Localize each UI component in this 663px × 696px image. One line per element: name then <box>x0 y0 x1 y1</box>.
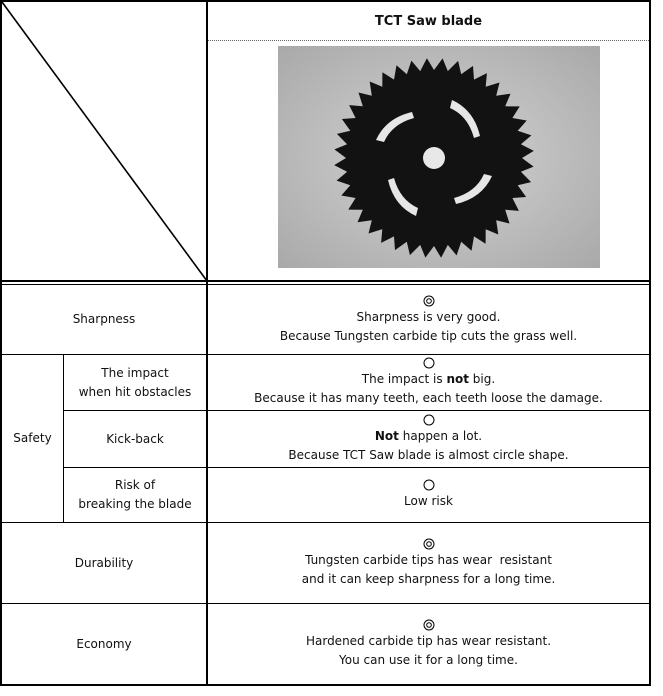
row-label-impact <box>64 355 206 410</box>
impact-text-2: Because it has many teeth, each teeth loose the damage. <box>254 391 603 405</box>
corner-diagonal <box>0 0 208 282</box>
saw-blade-image <box>278 46 600 268</box>
economy-text-1: Hardened carbide tip has wear resistant. <box>305 633 552 648</box>
impact-label-1: The impact <box>101 365 169 380</box>
breaking-label-1: Risk of <box>114 478 156 492</box>
double-circle-icon <box>423 619 435 631</box>
circle-icon <box>423 357 435 369</box>
impact-label-2: when hit obstacles <box>78 384 192 399</box>
durability-cell <box>208 523 649 603</box>
title-dotted-line <box>208 40 649 41</box>
row-label-sharpness: Sharpness <box>72 312 136 326</box>
arbor-hole <box>423 147 445 169</box>
breaking-text-1: Low risk <box>404 494 453 508</box>
sharpness-text-2: Because Tungsten carbide tip cuts the grass well. <box>279 328 578 343</box>
circle-icon <box>423 414 435 426</box>
table-border-bottom <box>0 684 651 686</box>
circle-icon <box>423 479 435 491</box>
sharpness-text-1: Sharpness is very good. <box>356 309 501 324</box>
breaking-label-2: breaking the blade <box>78 497 192 511</box>
row-label-safety: Safety <box>13 431 52 445</box>
kickback-text-2: Because TCT Saw blade is almost circle shape. <box>288 447 569 462</box>
durability-text-1: Tungsten carbide tips has wear resistant <box>305 552 552 567</box>
economy-cell <box>208 604 649 684</box>
impact-cell <box>208 355 649 410</box>
economy-text-2: You can use it for a long time. <box>339 652 518 667</box>
column-title: TCT Saw blade <box>374 13 483 29</box>
double-circle-icon <box>423 295 435 307</box>
kickback-cell <box>208 411 649 467</box>
impact-text-1: The impact is not big. <box>361 372 496 386</box>
kickback-emphasis: Not <box>374 428 399 443</box>
saw-blade-photo <box>278 46 600 268</box>
double-circle-icon <box>423 538 435 550</box>
row-label-breaking <box>64 468 206 522</box>
impact-emphasis: not <box>446 372 469 386</box>
table-border-right <box>649 0 651 686</box>
row-label-durability: Durability <box>74 555 134 570</box>
row-label-kickback: Kick-back <box>106 431 164 446</box>
sharpness-cell <box>208 286 649 354</box>
durability-text-2: and it can keep sharpness for a long time. <box>301 571 556 586</box>
kickback-text-1: Not happen a lot. <box>374 428 483 443</box>
row-label-economy: Economy <box>76 636 132 651</box>
breaking-cell <box>208 468 649 522</box>
